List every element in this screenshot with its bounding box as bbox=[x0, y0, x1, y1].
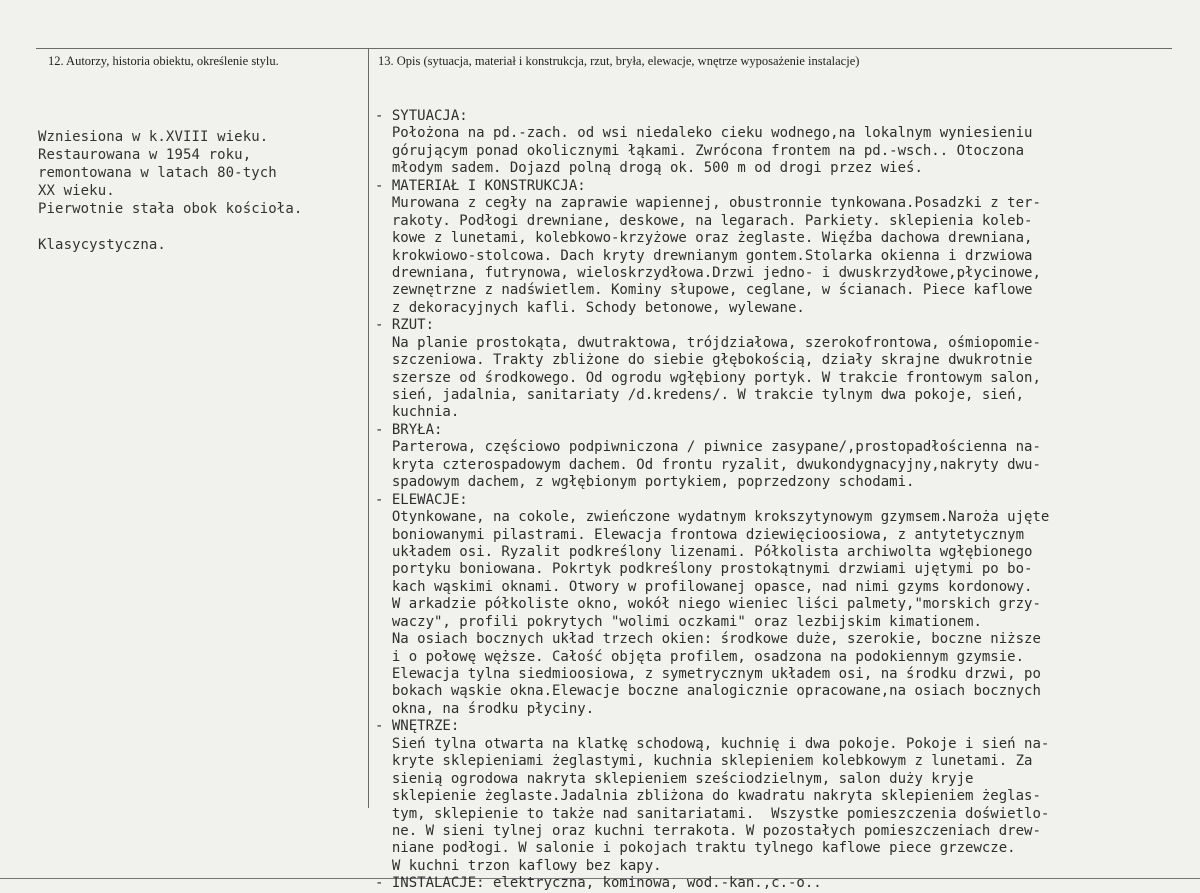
description-section-line: - RZUT: bbox=[375, 317, 435, 334]
description-line: Otynkowane, na cokole, zwieńczone wydatnym krokszytynowym gzymsem.Naroża ujęte bbox=[375, 509, 1050, 526]
column-divider bbox=[368, 48, 369, 808]
description-line: szersze od środkowego. Od ogrodu wgłębiony portyk. W trakcie frontowym salon, bbox=[375, 369, 1041, 386]
style-line: Klasycystyczna. bbox=[38, 237, 166, 253]
description-line: Murowana z cegły na zaprawie wapiennej, obustronnie tynkowana.Posadzki z ter- bbox=[375, 195, 1041, 212]
description-line: kryte sklepieniami żeglastymi, kuchnia sklepieniem kolebkowym z lunetami. Za bbox=[375, 753, 1033, 770]
description-line: waczy", profili pokrytych "wolimi oczkami" oraz lezbijskim kimationem. bbox=[375, 613, 982, 630]
description-line: kowe z lunetami, kolebkowo-krzyżowe oraz żeglaste. Więźba dachowa drewniana, bbox=[375, 230, 1033, 247]
description-line: zewnętrzne z nadświetlem. Kominy słupowe, ceglane, w ścianach. Piece kaflowe bbox=[375, 282, 1033, 299]
description-line: Parterowa, częściowo podpiwniczona / piwnice zasypane/,prostopadłościenna na- bbox=[375, 439, 1041, 456]
description-section-line: - MATERIAŁ I KONSTRUKCJA: bbox=[375, 177, 586, 194]
description-line: W kuchni trzon kaflowy bez kapy. bbox=[375, 857, 662, 874]
description-line: szczeniowa. Trakty zbliżone do siebie głębokością, działy skrajne dwukrotnie bbox=[375, 352, 1033, 369]
history-line: remontowana w latach 80-tych bbox=[38, 165, 277, 181]
description-section-line: - SYTUACJA: bbox=[375, 108, 468, 124]
description-line: Na osiach bocznych układ trzech okien: środkowe duże, szerokie, boczne niższe bbox=[375, 631, 1041, 648]
description-line: bokach wąskie okna.Elewacje boczne analogicznie opracowane,na osiach bocznych bbox=[375, 683, 1041, 700]
description-line: z dekoracyjnych kafli. Schody betonowe, wylewane. bbox=[375, 299, 805, 316]
description-line: kach wąskimi oknami. Otwory w profilowanej opasce, nad nimi gzyms kordonowy. bbox=[375, 578, 1033, 595]
description-line: Elewacja tylna siedmioosiowa, z symetrycznym układem osi, na środku drzwi, po bbox=[375, 666, 1041, 682]
description-line: drewniana, futrynowa, wieloskrzydłowa.Drzwi jedno- i dwuskrzydłowe,płycinowe, bbox=[375, 264, 1041, 281]
description-line: układem osi. Ryzalit podkreślony lizenami. Półkolista archiwolta wgłębionego bbox=[375, 543, 1033, 560]
description-section-line: - INSTALACJE: elektryczna, kominowa, wod.-kan.,c.-o.. bbox=[375, 875, 822, 892]
history-line: Wzniesiona w k.XVIII wieku. bbox=[38, 129, 269, 145]
description-line: W arkadzie półkoliste okno, wokół niego wieniec liści palmety,"morskich grzy- bbox=[375, 596, 1041, 613]
description-line: kuchnia. bbox=[375, 404, 460, 421]
description-section-line: - WNĘTRZE: bbox=[375, 718, 460, 735]
section-12-header: 12. Autorzy, historia obiektu, określenie stylu. bbox=[48, 54, 279, 68]
description-line: rakoty. Podłogi drewniane, deskowe, na legarach. Parkiety. sklepienia koleb- bbox=[375, 212, 1033, 229]
history-line: Restaurowana w 1954 roku, bbox=[38, 147, 252, 163]
description-section-line: - BRYŁA: bbox=[375, 421, 443, 438]
section-13-header: 13. Opis (sytuacja, materiał i konstrukcja, rzut, bryła, elewacje, wnętrze wyposażenie instalacje) bbox=[378, 54, 860, 68]
description-line: Sień tylna otwarta na klatkę schodową, kuchnię i dwa pokoje. Pokoje i sień na- bbox=[375, 735, 1050, 752]
description-line: kryta czterospadowym dachem. Od frontu ryzalit, dwukondygnacyjny,nakryty dwu- bbox=[375, 456, 1041, 473]
top-rule bbox=[36, 48, 1172, 49]
description-line: górującym ponad okolicznymi łąkami. Zwrócona frontem na pd.-wsch.. Otoczona bbox=[375, 142, 1025, 159]
description-line: tym, sklepienie to także nad sanitariatami. Wszystke pomieszczenia doświetlo- bbox=[375, 805, 1050, 822]
description-line: okna, na środku płyciny. bbox=[375, 700, 595, 717]
description-line: i o połowę węższe. Całość objęta profilem, osadzona na podokiennym gzymsie. bbox=[375, 648, 1025, 665]
description-line: sień, jadalnia, sanitariaty /d.kredens/. W trakcie tylnym dwa pokoje, sień, bbox=[375, 387, 1025, 403]
history-line: Pierwotnie stała obok kościoła. bbox=[38, 201, 303, 217]
description-section-line: - ELEWACJE: bbox=[375, 491, 468, 508]
description-line: sienią ogrodowa nakryta sklepieniem sześciodzielnym, salon duży kryje bbox=[375, 770, 974, 787]
description-line: młodym sadem. Dojazd polną drogą ok. 500 m od drogi przez wieś. bbox=[375, 160, 923, 177]
description-line: boniowanymi pilastrami. Elewacja frontowa dziewięcioosiowa, z antytetycznym bbox=[375, 526, 1025, 543]
description-line: spadowym dachem, z wgłębionym portykiem, poprzedzony schodami. bbox=[375, 474, 915, 491]
description-line: Położona na pd.-zach. od wsi niedaleko cieku wodnego,na lokalnym wyniesieniu bbox=[375, 125, 1033, 142]
description-line: Na planie prostokąta, dwutraktowa, trójdziałowa, szerokofrontowa, ośmiopomie- bbox=[375, 334, 1041, 351]
history-line: XX wieku. bbox=[38, 183, 115, 199]
history-text bbox=[38, 128, 302, 254]
description-text bbox=[375, 108, 1049, 893]
description-line: ne. W sieni tylnej oraz kuchni terrakota. W pozostałych pomieszczeniach drew- bbox=[375, 822, 1041, 839]
description-line: krokwiowo-stolcowa. Dach kryty drewnianym gontem.Stolarka okienna i drzwiowa bbox=[375, 247, 1033, 264]
description-line: niane podłogi. W salonie i pokojach traktu tylnego kaflowe piece grzewcze. bbox=[375, 840, 1016, 857]
description-line: sklepienie żeglaste.Jadalnia zbliżona do kwadratu nakryta sklepieniem żeglas- bbox=[375, 788, 1041, 805]
description-line: portyku boniowana. Pokrtyk podkreślony prostokątnymi drzwiami ujętymi po bo- bbox=[375, 561, 1033, 578]
history-gap bbox=[38, 218, 302, 236]
